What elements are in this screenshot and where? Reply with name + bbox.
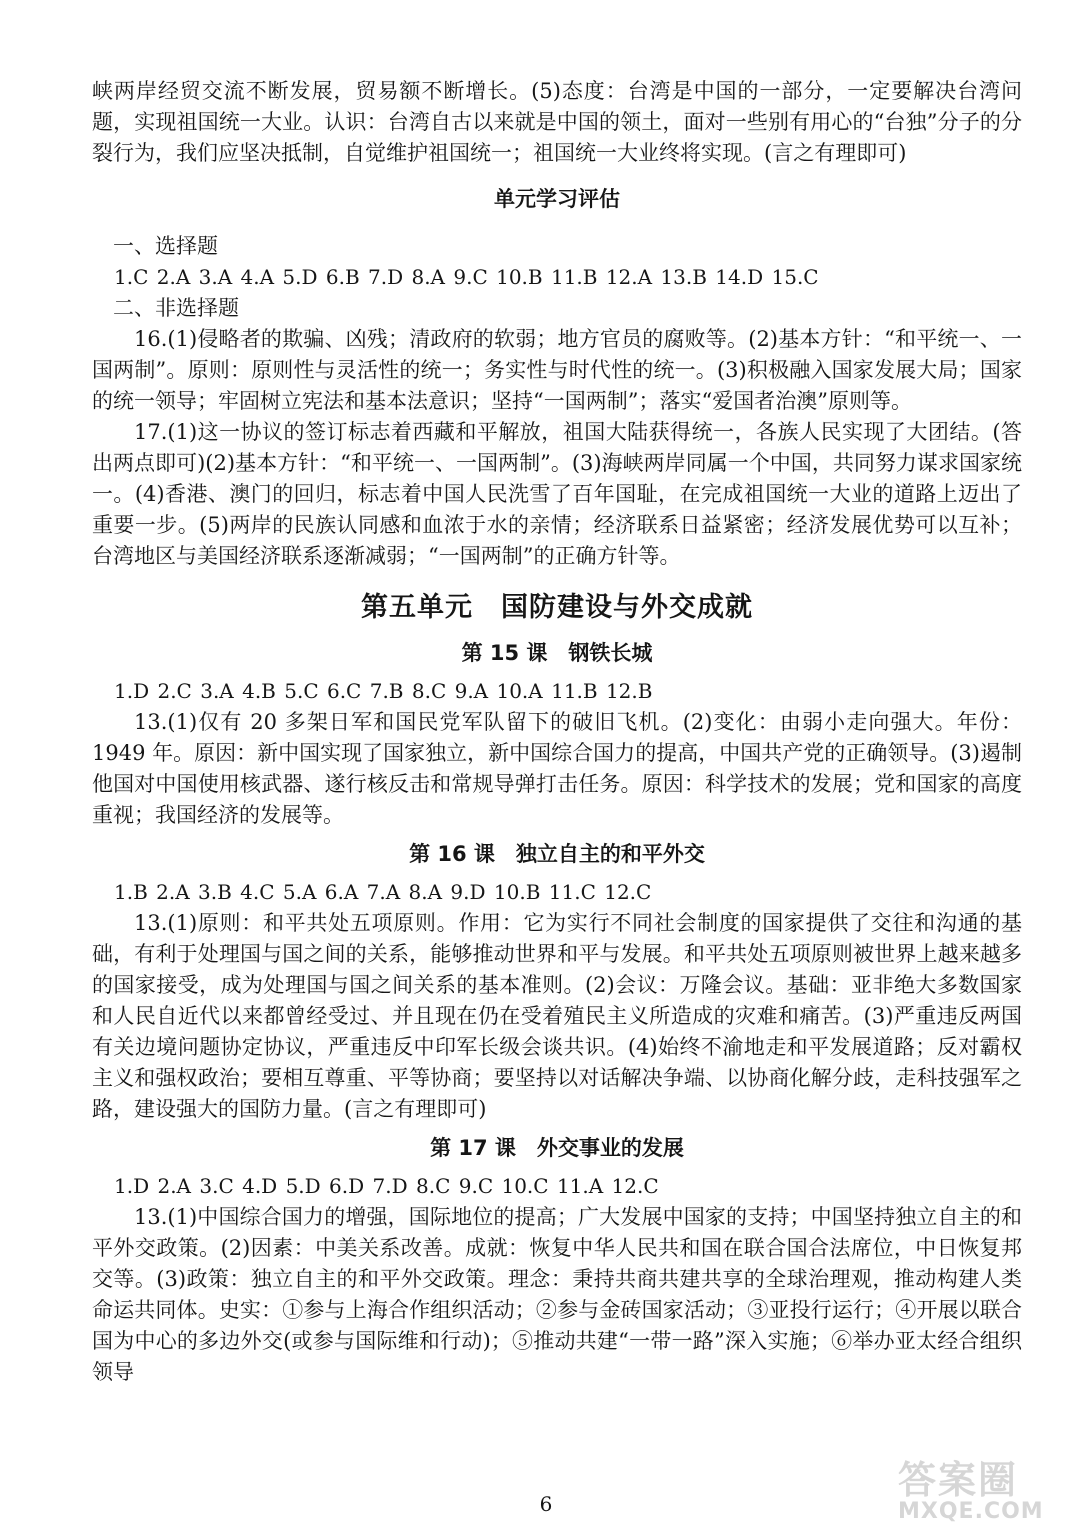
question-16-answer: 16.(1)侵略者的欺骗、凶残；清政府的软弱；地方官员的腐败等。(2)基本方针：“和平统一、一国两制”。原则：原则性与灵活性的统一；务实性与时代性的统一。(3)积极融入国家发展大局；国家的统一领导；牢固树立宪法和基本法意识；坚持“一国两制”；落实“爱国者治澳”原则等。	[92, 327, 1022, 413]
choice-answers: 1.C 2.A 3.A 4.A 5.D 6.B 7.D 8.A 9.C 10.B 11.B 12.A 13.B 14.D 15.C	[114, 265, 819, 289]
unit-review-title: 单元学习评估	[494, 187, 620, 211]
choice-heading: 一、选择题	[113, 234, 218, 258]
question-17-answer: 17.(1)这一协议的签订标志着西藏和平解放，祖国大陆获得统一，各族人民实现了大团结。(答出两点即可)(2)基本方针：“和平统一、一国两制”。(3)海峡两岸同属一个中国，共同努力谋求国家统一。(4)香港、澳门的回归，标志着中国人民洗雪了百年国耻，在完成祖国统一大业的道路上迈出了重要一步。(5)两岸的民族认同感和血浓于水的亲情；经济联系日益紧密；经济发展优势可以互补；台湾地区与美国经济联系逐渐减弱；“一国两制”的正确方针等。	[92, 420, 1022, 568]
watermark-en: MXQE.COM	[898, 1499, 1044, 1524]
lesson-16-question-13: 13.(1)原则：和平共处五项原则。作用：它为实行不同社会制度的国家提供了交往和沟通的基础，有利于处理国与国之间的关系，能够推动世界和平与发展。和平共处五项原则被世界上越来越多的国家接受，成为处理国与国之间关系的基本准则。(2)会议：万隆会议。基础：亚非绝大多数国家和人民自近代以来都曾经受过、并且现在仍在受着殖民主义所造成的灾难和痛苦。(3)严重违反两国有关边境问题协定协议，严重违反中印军长级会谈共识。(4)始终不渝地走和平发展道路；反对霸权主义和强权政治；要相互尊重、平等协商；要坚持以对话解决争端、以协商化解分歧，走科技强军之路，建设强大的国防力量。(言之有理即可)	[92, 911, 1022, 1121]
lesson-16-title: 第 16 课 独立自主的和平外交	[409, 842, 705, 866]
intro-paragraph: 峡两岸经贸交流不断发展，贸易额不断增长。(5)态度：台湾是中国的一部分，一定要解决台湾问题，实现祖国统一大业。认识：台湾自古以来就是中国的领土，面对一些别有用心的“台独”分子的分裂行为，我们应坚决抵制，自觉维护祖国统一；祖国统一大业终将实现。(言之有理即可)	[92, 79, 1022, 165]
lesson-15-choice-answers: 1.D 2.C 3.A 4.B 5.C 6.C 7.B 8.C 9.A 10.A 11.B 12.B	[114, 679, 653, 703]
lesson-16-choice-answers: 1.B 2.A 3.B 4.C 5.A 6.A 7.A 8.A 9.D 10.B 11.C 12.C	[114, 880, 652, 904]
lesson-17-title: 第 17 课 外交事业的发展	[430, 1136, 684, 1160]
page-number: 6	[539, 1492, 553, 1516]
watermark-logo	[898, 1460, 1074, 1530]
unit-5-title: 第五单元 国防建设与外交成就	[361, 592, 753, 623]
lesson-15-question-13: 13.(1)仅有 20 多架日军和国民党军队留下的破旧飞机。(2)变化：由弱小走向强大。年份：1949 年。原因：新中国实现了国家独立，新中国综合国力的提高，中国共产党的正确领导。(3)遏制他国对中国使用核武器、遂行核反击和常规导弹打击任务。原因：科学技术的发展；党和国家的高度重视；我国经济的发展等。	[92, 710, 1022, 827]
lesson-17-choice-answers: 1.D 2.A 3.C 4.D 5.D 6.D 7.D 8.C 9.C 10.C 11.A 12.C	[114, 1174, 659, 1198]
lesson-17-question-13: 13.(1)中国综合国力的增强，国际地位的提高；广大发展中国家的支持；中国坚持独立自主的和平外交政策。(2)因素：中美关系改善。成就：恢复中华人民共和国在联合国合法席位，中日恢复邦交等。(3)政策：独立自主的和平外交政策。理念：秉持共商共建共享的全球治理观，推动构建人类命运共同体。史实：①参与上海合作组织活动；②参与金砖国家活动；③亚投行运行；④开展以联合国为中心的多边外交(或参与国际维和行动)；⑤推动共建“一带一路”深入实施；⑥举办亚太经合组织领导	[92, 1205, 1022, 1384]
nonchoice-heading: 二、非选择题	[113, 296, 239, 320]
document-page	[92, 76, 1022, 1388]
watermark-cn: 答案圈	[898, 1458, 1019, 1502]
lesson-15-title: 第 15 课 钢铁长城	[461, 641, 653, 665]
